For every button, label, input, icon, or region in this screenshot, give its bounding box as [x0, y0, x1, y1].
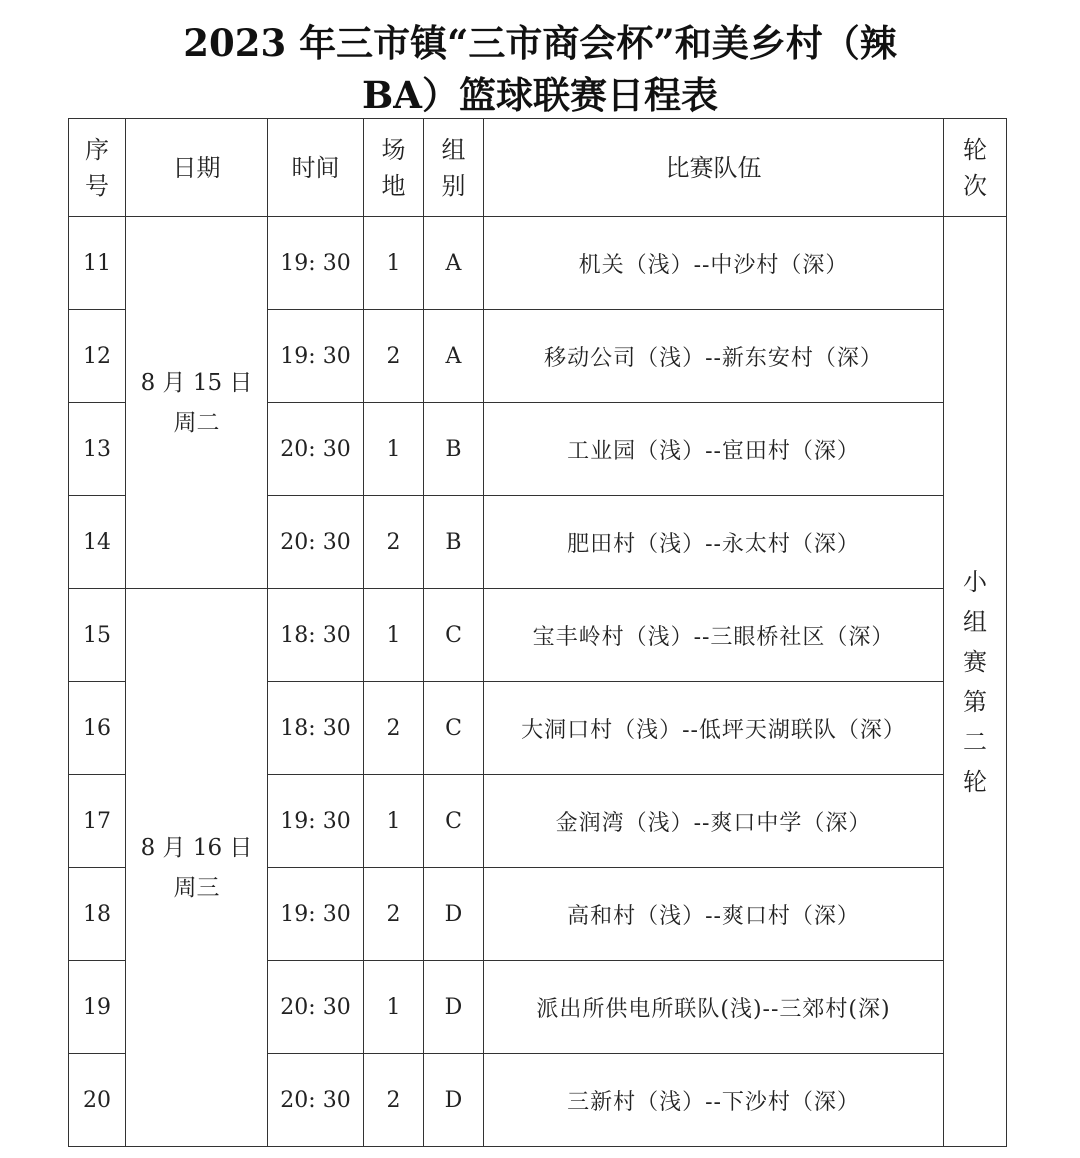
match-cell: 肥田村（浅）--永太村（深） — [484, 496, 944, 589]
time-cell: 20: 30 — [268, 403, 364, 496]
match-cell: 移动公司（浅）--新东安村（深） — [484, 310, 944, 403]
group-cell: D — [424, 961, 484, 1054]
round-char: 轮 — [963, 767, 987, 796]
header-round-char: 轮 — [963, 135, 987, 164]
header-venue-char: 场 — [381, 135, 406, 164]
date-cell — [126, 589, 268, 1147]
weekday-text: 周二 — [173, 409, 220, 436]
header-group — [424, 119, 484, 217]
match-cell: 机关（浅）--中沙村（深） — [484, 217, 944, 310]
seq-cell: 19 — [69, 961, 126, 1054]
group-cell: A — [424, 217, 484, 310]
group-cell: D — [424, 1054, 484, 1147]
header-time: 时间 — [268, 119, 364, 217]
schedule-table — [68, 118, 1007, 1147]
header-match: 比赛队伍 — [484, 119, 944, 217]
seq-cell: 13 — [69, 403, 126, 496]
time-cell: 19: 30 — [268, 775, 364, 868]
header-seq — [69, 119, 126, 217]
venue-cell: 2 — [364, 496, 424, 589]
seq-cell: 16 — [69, 682, 126, 775]
group-cell: B — [424, 403, 484, 496]
header-round-char: 次 — [963, 171, 987, 200]
header-venue — [364, 119, 424, 217]
header-group-char: 别 — [441, 171, 466, 200]
match-cell: 派出所供电所联队(浅)--三郊村(深) — [484, 961, 944, 1054]
seq-cell: 18 — [69, 868, 126, 961]
seq-cell: 11 — [69, 217, 126, 310]
venue-cell: 2 — [364, 682, 424, 775]
seq-cell: 20 — [69, 1054, 126, 1147]
header-row — [69, 119, 1007, 217]
venue-cell: 1 — [364, 589, 424, 682]
venue-cell: 1 — [364, 403, 424, 496]
table-row — [69, 589, 1007, 682]
round-cell — [944, 217, 1007, 1147]
match-cell: 大洞口村（浅）--低坪天湖联队（深） — [484, 682, 944, 775]
time-cell: 20: 30 — [268, 961, 364, 1054]
venue-cell: 2 — [364, 868, 424, 961]
group-cell: C — [424, 589, 484, 682]
document-title-line-1: 2023 年三市镇“三市商会杯”和美乡村（辣 — [183, 21, 897, 65]
venue-cell: 1 — [364, 961, 424, 1054]
time-cell: 20: 30 — [268, 1054, 364, 1147]
group-cell: C — [424, 682, 484, 775]
venue-cell: 2 — [364, 310, 424, 403]
seq-cell: 15 — [69, 589, 126, 682]
match-cell: 高和村（浅）--爽口村（深） — [484, 868, 944, 961]
header-seq-char: 号 — [85, 171, 109, 200]
time-cell: 18: 30 — [268, 589, 364, 682]
header-venue-char: 地 — [381, 171, 406, 200]
round-char: 第 — [963, 687, 987, 716]
header-group-char: 组 — [441, 135, 466, 164]
match-cell: 工业园（浅）--宦田村（深） — [484, 403, 944, 496]
group-cell: C — [424, 775, 484, 868]
match-cell: 三新村（浅）--下沙村（深） — [484, 1054, 944, 1147]
date-text: 8 月 16 日 — [140, 834, 253, 861]
group-cell: B — [424, 496, 484, 589]
round-char: 组 — [963, 607, 987, 636]
time-cell: 19: 30 — [268, 868, 364, 961]
venue-cell: 1 — [364, 775, 424, 868]
seq-cell: 14 — [69, 496, 126, 589]
seq-cell: 12 — [69, 310, 126, 403]
header-round — [944, 119, 1007, 217]
round-char: 小 — [963, 567, 987, 596]
header-date: 日期 — [126, 119, 268, 217]
seq-cell: 17 — [69, 775, 126, 868]
weekday-text: 周三 — [173, 874, 220, 901]
group-cell: A — [424, 310, 484, 403]
match-cell: 宝丰岭村（浅）--三眼桥社区（深） — [484, 589, 944, 682]
time-cell: 18: 30 — [268, 682, 364, 775]
round-char: 二 — [963, 727, 987, 756]
header-seq-char: 序 — [85, 135, 109, 164]
document-title-line-2: BA）篮球联赛日程表 — [362, 73, 718, 117]
date-text: 8 月 15 日 — [140, 369, 253, 396]
venue-cell: 2 — [364, 1054, 424, 1147]
venue-cell: 1 — [364, 217, 424, 310]
time-cell: 19: 30 — [268, 310, 364, 403]
table-row — [69, 217, 1007, 310]
time-cell: 19: 30 — [268, 217, 364, 310]
match-cell: 金润湾（浅）--爽口中学（深） — [484, 775, 944, 868]
round-char: 赛 — [963, 647, 987, 676]
time-cell: 20: 30 — [268, 496, 364, 589]
date-cell — [126, 217, 268, 589]
group-cell: D — [424, 868, 484, 961]
